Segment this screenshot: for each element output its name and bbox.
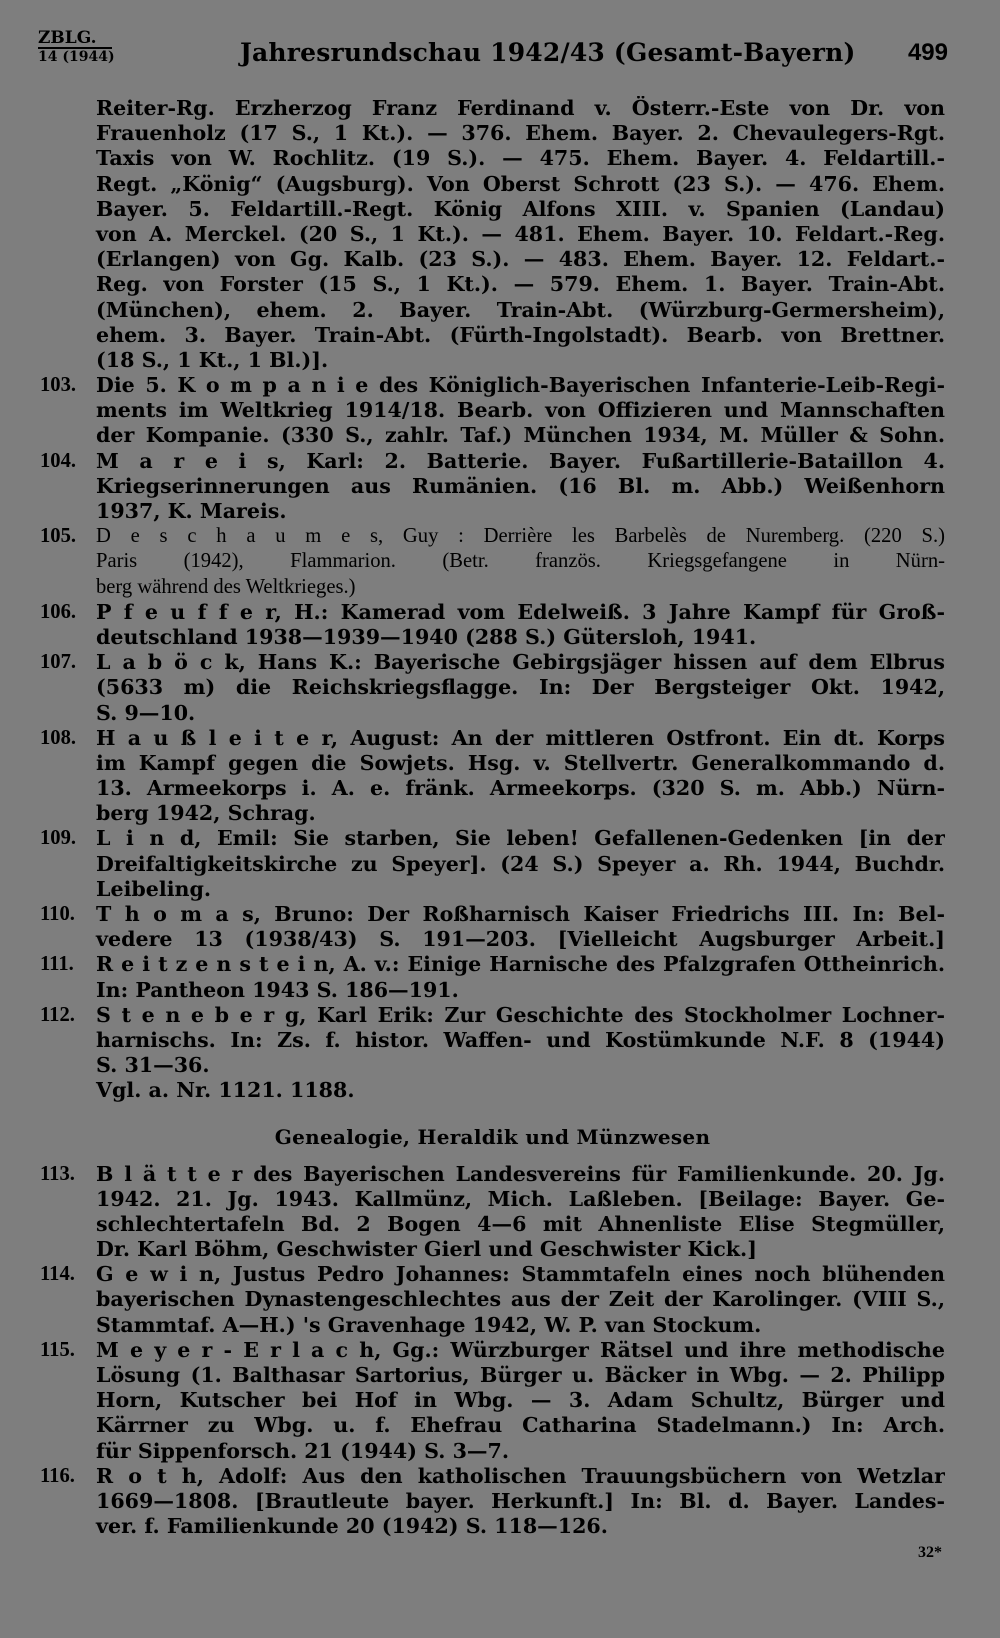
entry-first-line bbox=[40, 1464, 945, 1489]
entry-line bbox=[40, 701, 945, 726]
entry-text: Vgl. a. Nr. 1121. 1188. bbox=[96, 1078, 355, 1103]
entry-text: ments im Weltkrieg 1914/18. Bearb. von Offizieren und Mannschaften bbox=[96, 398, 945, 423]
entry-text: Bayer. 5. Feldartill.-Regt. König Alfons XIII. v. Spanien (Landau) bbox=[96, 196, 945, 221]
entries-military-section bbox=[40, 96, 945, 1104]
entry-line bbox=[40, 499, 945, 524]
entry-number: 113. bbox=[40, 1162, 75, 1185]
entry-text: (Erlangen) von Gg. Kalb. (23 S.). — 483. Ehem. Bayer. 12. Feldart.- bbox=[96, 247, 945, 272]
entry-line bbox=[40, 121, 945, 146]
section-heading: Genealogie, Heraldik und Münzwesen bbox=[274, 1124, 711, 1149]
entry-first-line bbox=[40, 373, 945, 398]
entry-first-line bbox=[40, 826, 945, 851]
entry-line bbox=[40, 96, 945, 121]
entry-number: 110. bbox=[40, 903, 75, 925]
entry-text: Kärrner zu Wbg. u. f. Ehefrau Catharina Stadelmann.) In: Arch. bbox=[96, 1413, 945, 1438]
entry-line bbox=[40, 978, 945, 1003]
entry-line bbox=[40, 801, 945, 826]
entry-line bbox=[40, 1187, 945, 1212]
journal-abbreviation: ZBLG. bbox=[38, 30, 112, 49]
entry-text: Dr. Karl Böhm, Geschwister Gierl und Geschwister Kick.] bbox=[96, 1237, 757, 1262]
entry-text: L a b ö c k, Hans K.: Bayerische Gebirgsjäger hissen auf dem Elbrus bbox=[96, 650, 945, 675]
entry-first-line bbox=[40, 449, 945, 474]
entry-line bbox=[40, 423, 945, 448]
entry-first-line bbox=[40, 952, 945, 977]
entry-text: bayerischen Dynastengeschlechtes aus der Zeit der Karolinger. (VIII S., bbox=[96, 1287, 945, 1312]
entry-line bbox=[40, 197, 945, 222]
entry-line bbox=[40, 1514, 945, 1539]
entry-first-line bbox=[40, 1003, 945, 1028]
entry-line bbox=[40, 751, 945, 776]
entry-text: (München), ehem. 2. Bayer. Train-Abt. (Würzburg-Germersheim), bbox=[96, 297, 945, 322]
entry-line bbox=[40, 348, 945, 373]
entry-text: 13. Armeekorps i. A. e. fränk. Armeekorps. (320 S. m. Abb.) Nürn- bbox=[96, 776, 945, 801]
entry-number: 107. bbox=[40, 651, 77, 674]
entry-text: Frauenholz (17 S., 1 Kt.). — 376. Ehem. Bayer. 2. Chevaulegers-Rgt. bbox=[96, 121, 945, 146]
entry-number: 114. bbox=[40, 1263, 75, 1286]
entry-text: von A. Merckel. (20 S., 1 Kt.). — 481. Ehem. Bayer. 10. Feldart.-Reg. bbox=[96, 221, 945, 246]
entry-line bbox=[40, 1212, 945, 1237]
entry-text: T h o m a s, Bruno: Der Roßharnisch Kaiser Friedrichs III. In: Bel- bbox=[96, 902, 945, 926]
entry-text: H a u ß l e i t e r, August: An der mittleren Ostfront. Ein dt. Korps bbox=[96, 725, 945, 750]
entry-first-line bbox=[40, 726, 945, 751]
entry-text: M e y e r - E r l a c h, Gg.: Würzburger Rätsel und ihre methodische bbox=[96, 1337, 945, 1362]
page-number: 499 bbox=[907, 39, 948, 66]
entry-text: Kriegserinnerungen aus Rumänien. (16 Bl. m. Abb.) Weißenhorn bbox=[96, 473, 945, 498]
entry-text: S. 31—36. bbox=[96, 1053, 210, 1078]
entry-text: ehem. 3. Bayer. Train-Abt. (Fürth-Ingolstadt). Bearb. von Brettner. bbox=[96, 322, 945, 347]
entry-line bbox=[40, 1363, 945, 1388]
entry-number: 116. bbox=[40, 1464, 75, 1487]
entry-text: berg während des Weltkrieges.) bbox=[96, 575, 356, 598]
entry-number: 105. bbox=[40, 525, 77, 548]
entry-line bbox=[40, 474, 945, 499]
entry-line bbox=[40, 172, 945, 197]
bibliography-body bbox=[40, 96, 945, 1539]
entry-first-line bbox=[40, 524, 945, 549]
entry-line bbox=[40, 1313, 945, 1338]
entry-text: R o t h, Adolf: Aus den katholischen Trauungsbüchern von Wetzlar bbox=[96, 1463, 945, 1488]
entry-text: Reg. von Forster (15 S., 1 Kt.). — 579. Ehem. 1. Bayer. Train-Abt. bbox=[96, 272, 945, 297]
entry-text: Horn, Kutscher bei Hof in Wbg. — 3. Adam Schultz, Bürger und bbox=[96, 1388, 945, 1413]
entry-text: M a r e i s, Karl: 2. Batterie. Bayer. Fußartillerie-Bataillon 4. bbox=[96, 448, 945, 473]
entry-line bbox=[40, 1078, 945, 1103]
entry-number: 111. bbox=[40, 953, 74, 976]
entry-text: In: Pantheon 1943 S. 186—191. bbox=[96, 977, 459, 1002]
entry-text: B l ä t t e r des Bayerischen Landesvereins für Familienkunde. 20. Jg. bbox=[96, 1161, 945, 1186]
entry-text: berg 1942, Schrag. bbox=[96, 801, 316, 826]
entry-text: (5633 m) die Reichskriegsflagge. In: Der Bergsteiger Okt. 1942, bbox=[96, 675, 945, 700]
journal-volume: 14 (1944) bbox=[38, 49, 115, 65]
entry-line bbox=[40, 298, 945, 323]
entry-line bbox=[40, 675, 945, 700]
entry-text: Stammtaf. A—H.) 's Gravenhage 1942, W. P. van Stockum. bbox=[96, 1312, 762, 1337]
entry-text: S. 9—10. bbox=[96, 700, 196, 725]
entry-text: (18 S., 1 Kt., 1 Bl.)]. bbox=[96, 347, 329, 372]
entry-number: 106. bbox=[40, 600, 77, 623]
entry-text: für Sippenforsch. 21 (1944) S. 3—7. bbox=[96, 1438, 510, 1463]
entry-line bbox=[40, 247, 945, 272]
entry-text: Lösung (1. Balthasar Sartorius, Bürger u. Bäcker in Wbg. — 2. Philipp bbox=[96, 1363, 945, 1387]
entries-genealogy-section bbox=[40, 1162, 945, 1540]
entry-text: G e w i n, Justus Pedro Johannes: Stammtafeln eines noch blühenden bbox=[96, 1262, 945, 1287]
entry-text: Dreifaltigkeitskirche zu Speyer]. (24 S.) Speyer a. Rh. 1944, Buchdr. bbox=[96, 851, 945, 876]
entry-line bbox=[40, 146, 945, 171]
entry-line bbox=[40, 927, 945, 952]
entry-text: der Kompanie. (330 S., zahlr. Taf.) München 1934, M. Müller & Sohn. bbox=[96, 423, 945, 448]
entry-line bbox=[40, 852, 945, 877]
entry-first-line bbox=[40, 902, 945, 927]
entry-number: 108. bbox=[40, 726, 77, 749]
entry-line bbox=[40, 323, 945, 348]
entry-text: P f e u f f e r, H.: Kamerad vom Edelweiß. 3 Jahre Kampf für Groß- bbox=[96, 599, 945, 624]
entry-text: Taxis von W. Rochlitz. (19 S.). — 475. Ehem. Bayer. 4. Feldartill.- bbox=[96, 146, 945, 171]
entry-line bbox=[40, 1053, 945, 1078]
entry-first-line bbox=[40, 1162, 945, 1187]
entry-text: L i n d, Emil: Sie starben, Sie leben! Gefallenen-Gedenken [in der bbox=[96, 826, 945, 851]
entry-first-line bbox=[40, 1338, 945, 1363]
entry-first-line bbox=[40, 650, 945, 675]
entry-number: 109. bbox=[40, 827, 77, 850]
entry-text: im Kampf gegen die Sowjets. Hsg. v. Stellvertr. Generalkommando d. bbox=[96, 750, 945, 775]
entry-number: 112. bbox=[40, 1003, 75, 1026]
entry-text: 1942. 21. Jg. 1943. Kallmünz, Mich. Laßleben. [Beilage: Bayer. Ge- bbox=[96, 1186, 945, 1211]
entry-text: 1669—1808. [Brautleute bayer. Herkunft.] In: Bl. d. Bayer. Landes- bbox=[96, 1488, 945, 1513]
entry-text: Regt. „König“ (Augsburg). Von Oberst Schrott (23 S.). — 476. Ehem. bbox=[96, 171, 945, 196]
entry-line bbox=[40, 1413, 945, 1438]
entry-line bbox=[40, 549, 945, 574]
running-title: Jahresrundschau 1942/43 (Gesamt-Bayern) bbox=[240, 38, 856, 67]
entry-text: Reiter-Rg. Erzherzog Franz Ferdinand v. Österr.-Este von Dr. von bbox=[96, 96, 945, 120]
entry-text: deutschland 1938—1939—1940 (288 S.) Gütersloh, 1941. bbox=[96, 624, 757, 649]
entry-line bbox=[40, 877, 945, 902]
entry-line bbox=[40, 222, 945, 247]
entry-first-line bbox=[40, 1262, 945, 1287]
journal-reference bbox=[38, 30, 128, 66]
entry-number: 104. bbox=[40, 449, 77, 472]
entry-line bbox=[40, 1237, 945, 1262]
entry-line bbox=[40, 575, 945, 600]
entry-text: R e i t z e n s t e i n, A. v.: Einige Harnische des Pfalzgrafen Ottheinrich. bbox=[96, 952, 945, 977]
entry-number: 115. bbox=[40, 1338, 75, 1361]
entry-line bbox=[40, 398, 945, 423]
printer-signature: 32* bbox=[918, 1544, 942, 1561]
entry-text: S t e n e b e r g, Karl Erik: Zur Geschichte des Stockholmer Lochner- bbox=[96, 1002, 945, 1027]
entry-text: harnischs. In: Zs. f. histor. Waffen- und Kostümkunde N.F. 8 (1944) bbox=[96, 1027, 945, 1052]
entry-line bbox=[40, 1388, 945, 1413]
entry-text: D e s c h a u m e s, Guy : Derrière les Barbelès de Nuremberg. (220 S.) bbox=[96, 525, 945, 548]
entry-text: schlechtertafeln Bd. 2 Bogen 4—6 mit Ahnenliste Elise Stegmüller, bbox=[96, 1211, 945, 1236]
entry-text: 1937, K. Mareis. bbox=[96, 499, 287, 523]
entry-text: ver. f. Familienkunde 20 (1942) S. 118—126. bbox=[96, 1514, 608, 1539]
entry-line bbox=[40, 1489, 945, 1514]
entry-line bbox=[40, 1439, 945, 1464]
entry-line bbox=[40, 1028, 945, 1053]
entry-text: Paris (1942), Flammarion. (Betr. französ. Kriegsgefangene in Nürn- bbox=[96, 550, 945, 573]
entry-line bbox=[40, 776, 945, 801]
entry-text: vedere 13 (1938/43) S. 191—203. [Vielleicht Augsburger Arbeit.] bbox=[96, 927, 945, 952]
entry-line bbox=[40, 1287, 945, 1312]
entry-line bbox=[40, 625, 945, 650]
entry-first-line bbox=[40, 600, 945, 625]
entry-text: Die 5. K o m p a n i e des Königlich-Bayerischen Infanterie-Leib-Regi- bbox=[96, 373, 945, 398]
entry-text: Leibeling. bbox=[96, 876, 212, 901]
entry-line bbox=[40, 272, 945, 297]
entry-number: 103. bbox=[40, 374, 77, 397]
